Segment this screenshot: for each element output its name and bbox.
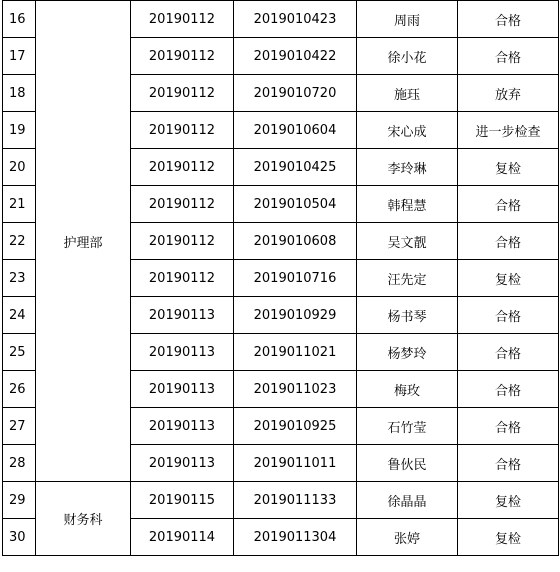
row-number: 26 bbox=[3, 371, 36, 408]
results-table bbox=[2, 0, 559, 556]
result-cell: 合格 bbox=[458, 371, 559, 408]
name-cell: 徐晶晶 bbox=[357, 482, 458, 519]
batch-cell: 20190113 bbox=[131, 371, 234, 408]
batch-cell: 20190112 bbox=[131, 1, 234, 38]
batch-cell: 20190112 bbox=[131, 112, 234, 149]
name-cell: 鲁伙民 bbox=[357, 445, 458, 482]
id-cell: 2019010925 bbox=[234, 408, 357, 445]
name-cell: 杨书琴 bbox=[357, 297, 458, 334]
row-number: 17 bbox=[3, 38, 36, 75]
row-number: 20 bbox=[3, 149, 36, 186]
batch-cell: 20190113 bbox=[131, 334, 234, 371]
row-number: 29 bbox=[3, 482, 36, 519]
id-cell: 2019010425 bbox=[234, 149, 357, 186]
batch-cell: 20190112 bbox=[131, 75, 234, 112]
batch-cell: 20190112 bbox=[131, 186, 234, 223]
name-cell: 施珏 bbox=[357, 75, 458, 112]
result-cell: 进一步检查 bbox=[458, 112, 559, 149]
batch-cell: 20190115 bbox=[131, 482, 234, 519]
result-cell: 复检 bbox=[458, 519, 559, 556]
name-cell: 李玲琳 bbox=[357, 149, 458, 186]
result-cell: 复检 bbox=[458, 149, 559, 186]
department-cell: 护理部 bbox=[36, 1, 131, 482]
name-cell: 张婷 bbox=[357, 519, 458, 556]
id-cell: 2019010608 bbox=[234, 223, 357, 260]
result-cell: 复检 bbox=[458, 482, 559, 519]
batch-cell: 20190114 bbox=[131, 519, 234, 556]
batch-cell: 20190113 bbox=[131, 408, 234, 445]
batch-cell: 20190112 bbox=[131, 260, 234, 297]
id-cell: 2019010604 bbox=[234, 112, 357, 149]
id-cell: 2019010423 bbox=[234, 1, 357, 38]
id-cell: 2019010929 bbox=[234, 297, 357, 334]
batch-cell: 20190112 bbox=[131, 38, 234, 75]
row-number: 28 bbox=[3, 445, 36, 482]
id-cell: 2019011023 bbox=[234, 371, 357, 408]
id-cell: 2019011304 bbox=[234, 519, 357, 556]
row-number: 19 bbox=[3, 112, 36, 149]
result-cell: 合格 bbox=[458, 223, 559, 260]
name-cell: 杨梦玲 bbox=[357, 334, 458, 371]
name-cell: 韩程慧 bbox=[357, 186, 458, 223]
id-cell: 2019010720 bbox=[234, 75, 357, 112]
row-number: 30 bbox=[3, 519, 36, 556]
batch-cell: 20190112 bbox=[131, 223, 234, 260]
batch-cell: 20190113 bbox=[131, 445, 234, 482]
id-cell: 2019010422 bbox=[234, 38, 357, 75]
id-cell: 2019010716 bbox=[234, 260, 357, 297]
result-cell: 合格 bbox=[458, 297, 559, 334]
result-cell: 合格 bbox=[458, 38, 559, 75]
row-number: 18 bbox=[3, 75, 36, 112]
name-cell: 吴文靓 bbox=[357, 223, 458, 260]
result-cell: 复检 bbox=[458, 260, 559, 297]
name-cell: 汪先定 bbox=[357, 260, 458, 297]
row-number: 25 bbox=[3, 334, 36, 371]
id-cell: 2019010504 bbox=[234, 186, 357, 223]
result-cell: 合格 bbox=[458, 334, 559, 371]
name-cell: 宋心成 bbox=[357, 112, 458, 149]
table-row bbox=[3, 482, 559, 519]
table-row bbox=[3, 1, 559, 38]
id-cell: 2019011021 bbox=[234, 334, 357, 371]
row-number: 16 bbox=[3, 1, 36, 38]
name-cell: 周雨 bbox=[357, 1, 458, 38]
name-cell: 梅玫 bbox=[357, 371, 458, 408]
department-cell: 财务科 bbox=[36, 482, 131, 556]
result-cell: 合格 bbox=[458, 408, 559, 445]
result-cell: 合格 bbox=[458, 445, 559, 482]
row-number: 23 bbox=[3, 260, 36, 297]
id-cell: 2019011011 bbox=[234, 445, 357, 482]
row-number: 21 bbox=[3, 186, 36, 223]
batch-cell: 20190112 bbox=[131, 149, 234, 186]
result-cell: 放弃 bbox=[458, 75, 559, 112]
name-cell: 石竹莹 bbox=[357, 408, 458, 445]
row-number: 24 bbox=[3, 297, 36, 334]
result-cell: 合格 bbox=[458, 186, 559, 223]
row-number: 27 bbox=[3, 408, 36, 445]
batch-cell: 20190113 bbox=[131, 297, 234, 334]
name-cell: 徐小花 bbox=[357, 38, 458, 75]
result-cell: 合格 bbox=[458, 1, 559, 38]
row-number: 22 bbox=[3, 223, 36, 260]
id-cell: 2019011133 bbox=[234, 482, 357, 519]
